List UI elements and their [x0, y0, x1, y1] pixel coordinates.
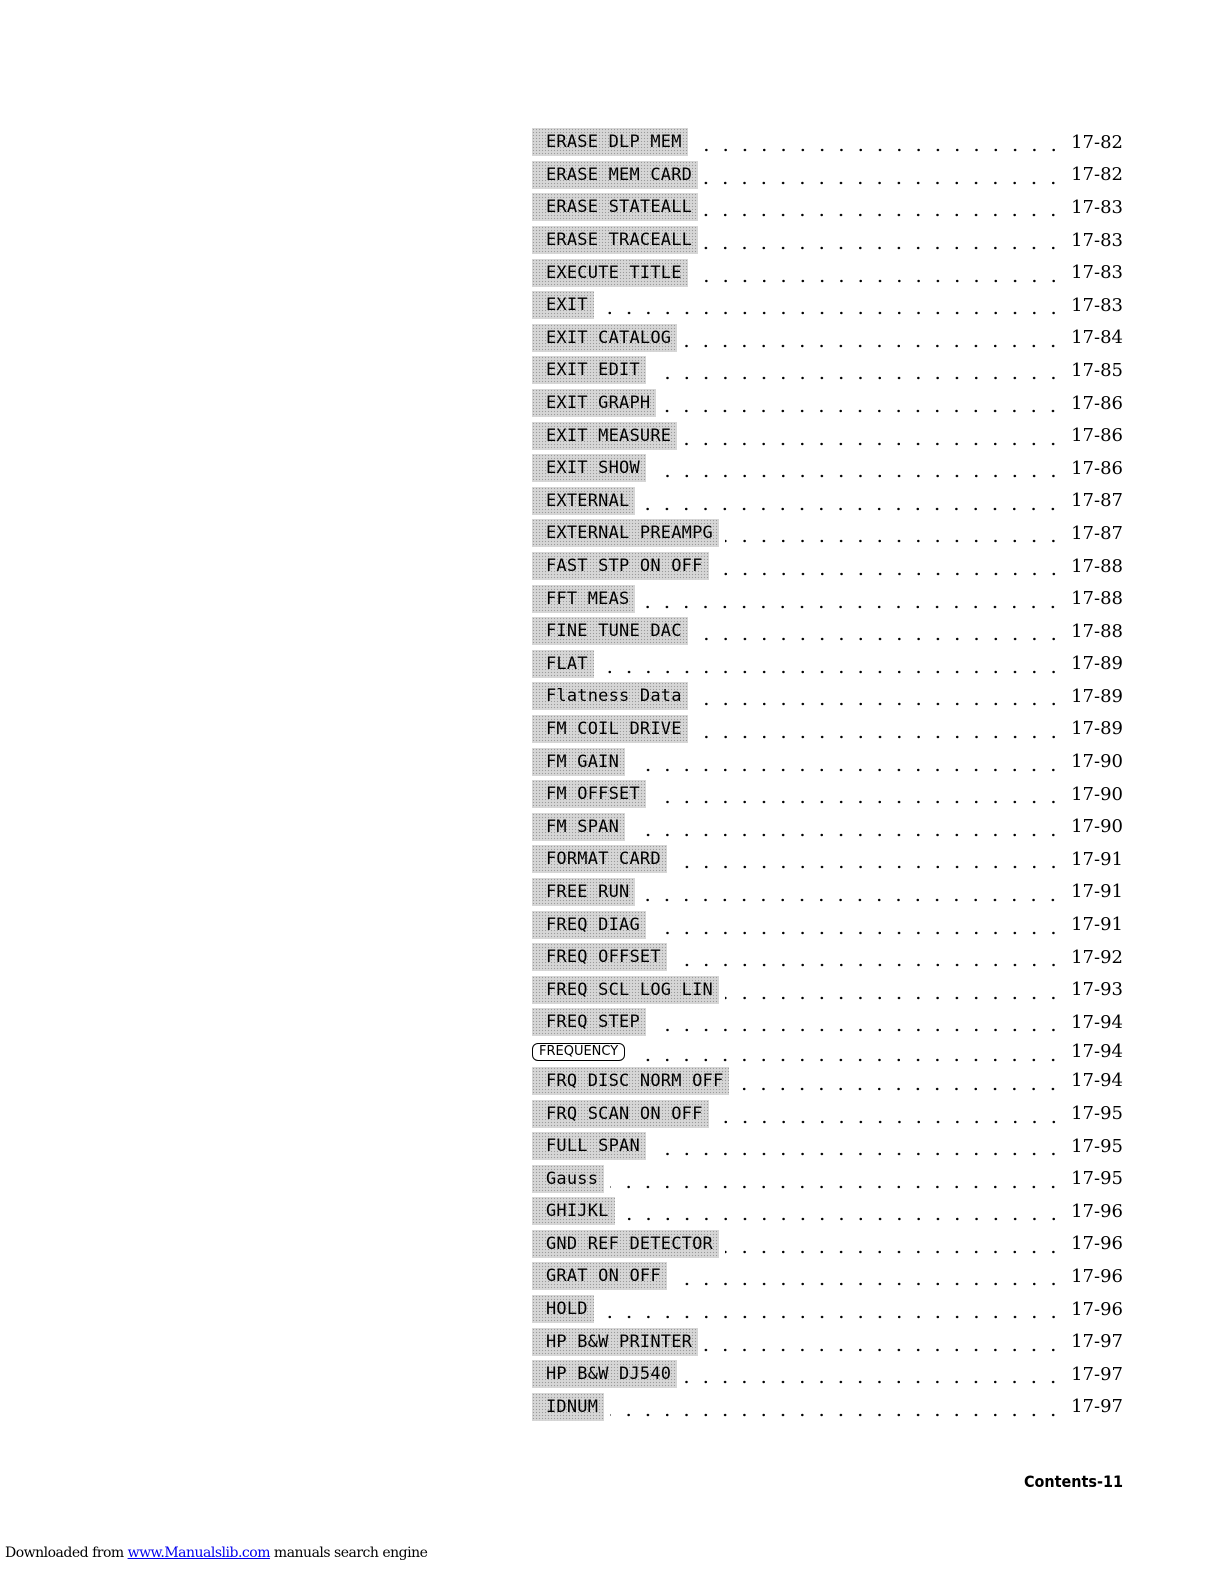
softkey-label: GRAT ON OFF — [532, 1262, 667, 1290]
dot-leader — [652, 360, 1063, 380]
softkey-label: FFT MEAS — [532, 585, 635, 613]
dot-leader — [694, 686, 1063, 706]
toc-entry — [532, 191, 1123, 224]
toc-entry — [532, 289, 1123, 322]
toc-page-number: 17-83 — [1071, 229, 1123, 251]
toc-entry — [532, 876, 1123, 909]
toc-page-number: 17-88 — [1071, 620, 1123, 642]
dot-leader — [631, 817, 1063, 837]
toc-entry — [532, 745, 1123, 778]
toc-page-number: 17-88 — [1071, 588, 1123, 610]
toc-entry — [532, 973, 1123, 1006]
toc-page-number: 17-91 — [1071, 881, 1123, 903]
toc-page-number: 17-96 — [1071, 1298, 1123, 1320]
dot-leader — [652, 915, 1063, 935]
toc-page-number: 17-91 — [1071, 914, 1123, 936]
dot-leader — [694, 132, 1063, 152]
toc-entry — [532, 908, 1123, 941]
softkey-label: FM COIL DRIVE — [532, 715, 688, 743]
toc-page-number: 17-94 — [1071, 1011, 1123, 1033]
toc-page-number: 17-94 — [1071, 1070, 1123, 1092]
toc-entry — [532, 550, 1123, 583]
hardkey-label: FREQUENCY — [532, 1043, 625, 1061]
table-of-contents — [532, 126, 1123, 1423]
toc-entry — [532, 941, 1123, 974]
download-prefix: Downloaded from — [5, 1545, 128, 1561]
toc-entry — [532, 1260, 1123, 1293]
toc-entry — [532, 322, 1123, 355]
dot-leader — [652, 784, 1063, 804]
softkey-label: FM GAIN — [532, 748, 625, 776]
softkey-label: EXIT — [532, 291, 594, 319]
dot-leader — [600, 295, 1063, 315]
softkey-label: FORMAT CARD — [532, 845, 667, 873]
softkey-label: Flatness Data — [532, 682, 688, 710]
softkey-label: GHIJKL — [532, 1197, 615, 1225]
softkey-label: EXIT MEASURE — [532, 422, 677, 450]
dot-leader — [725, 523, 1063, 543]
softkey-label: FREQ STEP — [532, 1008, 646, 1036]
dot-leader — [631, 752, 1063, 772]
toc-entry — [532, 1228, 1123, 1261]
softkey-label: HOLD — [532, 1295, 594, 1323]
dot-leader — [652, 1136, 1063, 1156]
toc-page-number: 17-84 — [1071, 327, 1123, 349]
dot-leader — [673, 849, 1063, 869]
dot-leader — [683, 328, 1063, 348]
dot-leader — [631, 1042, 1063, 1062]
dot-leader — [673, 947, 1063, 967]
softkey-label: Gauss — [532, 1165, 604, 1193]
toc-page-number: 17-88 — [1071, 555, 1123, 577]
manualslib-link[interactable]: www.Manualslib.com — [127, 1545, 270, 1561]
toc-page-number: 17-87 — [1071, 490, 1123, 512]
toc-entry — [532, 810, 1123, 843]
softkey-label: FREQ OFFSET — [532, 943, 667, 971]
dot-leader — [704, 165, 1063, 185]
softkey-label: FRQ DISC NORM OFF — [532, 1067, 729, 1095]
toc-entry — [532, 1065, 1123, 1098]
softkey-label: EXIT EDIT — [532, 356, 646, 384]
toc-page-number: 17-90 — [1071, 783, 1123, 805]
dot-leader — [694, 719, 1063, 739]
dot-leader — [600, 654, 1063, 674]
toc-entry — [532, 1130, 1123, 1163]
toc-page-number: 17-95 — [1071, 1103, 1123, 1125]
softkey-label: FAST STP ON OFF — [532, 552, 709, 580]
toc-entry — [532, 1358, 1123, 1391]
download-suffix: manuals search engine — [269, 1545, 428, 1561]
toc-entry — [532, 1162, 1123, 1195]
softkey-label: FINE TUNE DAC — [532, 617, 688, 645]
toc-entry — [532, 452, 1123, 485]
toc-page-number: 17-92 — [1071, 946, 1123, 968]
softkey-label: HP B&W DJ540 — [532, 1360, 677, 1388]
softkey-label: FRQ SCAN ON OFF — [532, 1100, 709, 1128]
toc-page-number: 17-96 — [1071, 1265, 1123, 1287]
toc-entry — [532, 354, 1123, 387]
dot-leader — [610, 1169, 1063, 1189]
download-notice — [5, 1545, 427, 1561]
softkey-label: EXECUTE TITLE — [532, 259, 688, 287]
toc-entry — [532, 224, 1123, 257]
toc-page-number: 17-82 — [1071, 131, 1123, 153]
toc-entry — [532, 680, 1123, 713]
toc-page-number: 17-87 — [1071, 522, 1123, 544]
toc-page-number: 17-97 — [1071, 1331, 1123, 1353]
softkey-label: FM SPAN — [532, 813, 625, 841]
toc-entry — [532, 1097, 1123, 1130]
dot-leader — [662, 393, 1063, 413]
dot-leader — [694, 621, 1063, 641]
softkey-label: EXIT SHOW — [532, 454, 646, 482]
softkey-label: ERASE MEM CARD — [532, 161, 698, 189]
dot-leader — [652, 458, 1063, 478]
toc-entry — [532, 648, 1123, 681]
softkey-label: FREQ DIAG — [532, 911, 646, 939]
softkey-label: ERASE TRACEALL — [532, 226, 698, 254]
softkey-label: ERASE DLP MEM — [532, 128, 688, 156]
toc-entry — [532, 419, 1123, 452]
dot-leader — [694, 263, 1063, 283]
softkey-label: FREQ SCL LOG LIN — [532, 976, 719, 1004]
toc-entry — [532, 843, 1123, 876]
toc-entry — [532, 517, 1123, 550]
toc-page-number: 17-90 — [1071, 751, 1123, 773]
toc-page-number: 17-93 — [1071, 979, 1123, 1001]
dot-leader — [641, 882, 1063, 902]
dot-leader — [683, 426, 1063, 446]
toc-entry — [532, 126, 1123, 159]
toc-page-number: 17-89 — [1071, 718, 1123, 740]
dot-leader — [683, 1364, 1063, 1384]
toc-page-number: 17-95 — [1071, 1135, 1123, 1157]
toc-page-number: 17-82 — [1071, 164, 1123, 186]
toc-entry — [532, 1391, 1123, 1424]
dot-leader — [673, 1266, 1063, 1286]
toc-entry — [532, 159, 1123, 192]
page-number: Contents-11 — [1023, 1472, 1123, 1491]
toc-entry — [532, 582, 1123, 615]
dot-leader — [715, 1104, 1063, 1124]
toc-page-number: 17-86 — [1071, 457, 1123, 479]
softkey-label: EXIT GRAPH — [532, 389, 656, 417]
toc-entry — [532, 387, 1123, 420]
softkey-label: ERASE STATEALL — [532, 193, 698, 221]
toc-page-number: 17-83 — [1071, 294, 1123, 316]
toc-page-number: 17-97 — [1071, 1396, 1123, 1418]
toc-page-number: 17-86 — [1071, 425, 1123, 447]
toc-page-number: 17-86 — [1071, 392, 1123, 414]
toc-page-number: 17-83 — [1071, 262, 1123, 284]
dot-leader — [725, 1234, 1063, 1254]
toc-entry — [532, 256, 1123, 289]
toc-entry — [532, 713, 1123, 746]
dot-leader — [641, 589, 1063, 609]
dot-leader — [600, 1299, 1063, 1319]
dot-leader — [652, 1012, 1063, 1032]
softkey-label: EXTERNAL PREAMPG — [532, 519, 719, 547]
toc-entry — [532, 1039, 1123, 1065]
toc-entry — [532, 1006, 1123, 1039]
dot-leader — [735, 1071, 1063, 1091]
softkey-label: EXIT CATALOG — [532, 324, 677, 352]
dot-leader — [715, 556, 1063, 576]
dot-leader — [610, 1397, 1063, 1417]
softkey-label: GND REF DETECTOR — [532, 1230, 719, 1258]
toc-page-number: 17-91 — [1071, 848, 1123, 870]
dot-leader — [621, 1201, 1063, 1221]
toc-entry — [532, 778, 1123, 811]
dot-leader — [704, 197, 1063, 217]
toc-page-number: 17-90 — [1071, 816, 1123, 838]
softkey-label: EXTERNAL — [532, 487, 635, 515]
toc-entry — [532, 1195, 1123, 1228]
softkey-label: FLAT — [532, 650, 594, 678]
dot-leader — [641, 491, 1063, 511]
dot-leader — [704, 1332, 1063, 1352]
toc-page-number: 17-97 — [1071, 1363, 1123, 1385]
softkey-label: FULL SPAN — [532, 1132, 646, 1160]
softkey-label: HP B&W PRINTER — [532, 1328, 698, 1356]
toc-entry — [532, 1293, 1123, 1326]
softkey-label: FREE RUN — [532, 878, 635, 906]
toc-page-number: 17-85 — [1071, 359, 1123, 381]
toc-entry — [532, 615, 1123, 648]
toc-page-number: 17-96 — [1071, 1200, 1123, 1222]
softkey-label: IDNUM — [532, 1393, 604, 1421]
softkey-label: FM OFFSET — [532, 780, 646, 808]
toc-page-number: 17-94 — [1071, 1041, 1123, 1063]
toc-entry — [532, 1325, 1123, 1358]
toc-page-number: 17-89 — [1071, 685, 1123, 707]
toc-page-number: 17-96 — [1071, 1233, 1123, 1255]
toc-page-number: 17-95 — [1071, 1168, 1123, 1190]
toc-page-number: 17-89 — [1071, 653, 1123, 675]
toc-page-number: 17-83 — [1071, 196, 1123, 218]
toc-entry — [532, 485, 1123, 518]
dot-leader — [725, 980, 1063, 1000]
dot-leader — [704, 230, 1063, 250]
